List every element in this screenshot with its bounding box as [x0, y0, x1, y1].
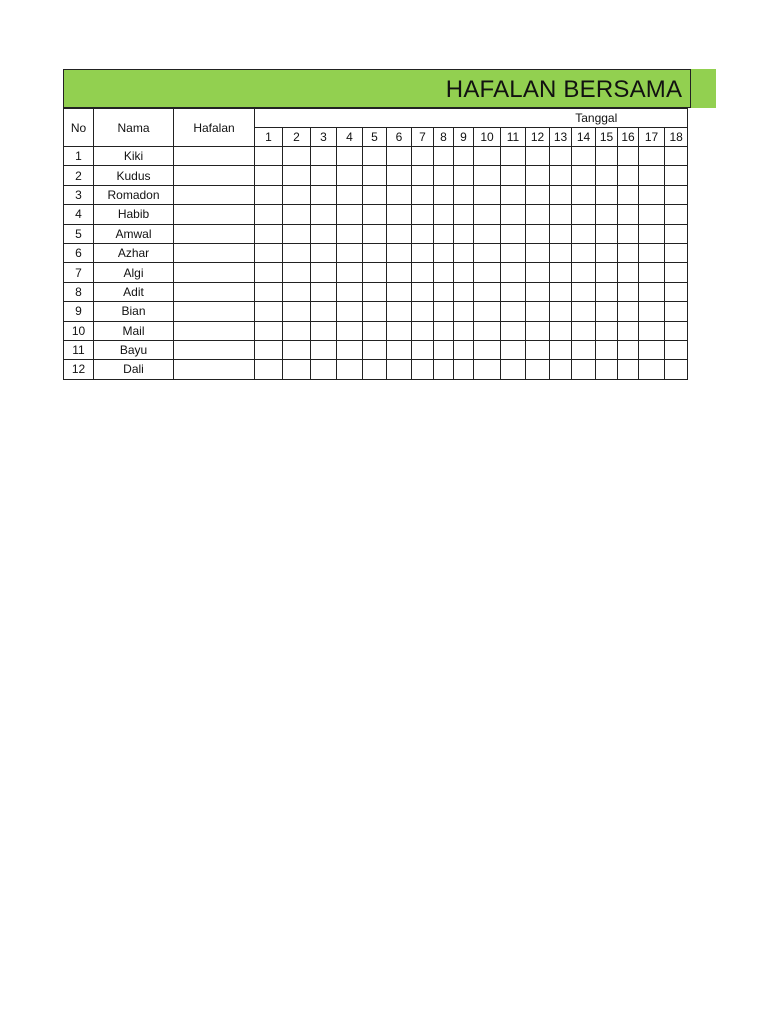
date-header-cell[interactable]: 2 — [283, 128, 311, 147]
date-cell[interactable] — [572, 224, 596, 243]
name-cell[interactable]: Bian — [94, 302, 174, 321]
date-cell[interactable] — [363, 185, 387, 204]
date-cell[interactable] — [501, 360, 526, 379]
date-cell[interactable] — [387, 185, 412, 204]
name-cell[interactable]: Romadon — [94, 185, 174, 204]
date-cell[interactable] — [596, 185, 618, 204]
row-number-cell[interactable]: 8 — [64, 282, 94, 301]
date-cell[interactable] — [526, 340, 550, 359]
date-cell[interactable] — [596, 360, 618, 379]
date-cell[interactable] — [572, 360, 596, 379]
table-row — [64, 185, 688, 204]
hafalan-cell[interactable] — [174, 205, 255, 224]
date-cell[interactable] — [618, 282, 639, 301]
date-cell[interactable] — [337, 224, 363, 243]
date-cell[interactable] — [526, 205, 550, 224]
date-cell[interactable] — [283, 302, 311, 321]
row-number-cell[interactable]: 10 — [64, 321, 94, 340]
date-cell[interactable] — [387, 205, 412, 224]
date-cell[interactable] — [526, 147, 550, 166]
date-cell[interactable] — [550, 282, 572, 301]
date-cell[interactable] — [434, 224, 454, 243]
name-cell[interactable]: Azhar — [94, 243, 174, 262]
date-cell[interactable] — [283, 282, 311, 301]
date-header-cell[interactable]: 7 — [412, 128, 434, 147]
date-cell[interactable] — [283, 360, 311, 379]
date-cell[interactable] — [363, 321, 387, 340]
date-cell[interactable] — [434, 263, 454, 282]
date-cell[interactable] — [501, 340, 526, 359]
date-cell[interactable] — [337, 302, 363, 321]
date-cell[interactable] — [639, 147, 665, 166]
date-cell[interactable] — [550, 360, 572, 379]
date-cell[interactable] — [665, 321, 688, 340]
date-cell[interactable] — [550, 263, 572, 282]
date-cell[interactable] — [501, 263, 526, 282]
date-cell[interactable] — [618, 205, 639, 224]
date-cell[interactable] — [337, 243, 363, 262]
date-cell[interactable] — [596, 205, 618, 224]
date-cell[interactable] — [596, 166, 618, 185]
date-cell[interactable] — [665, 243, 688, 262]
date-cell[interactable] — [596, 147, 618, 166]
date-cell[interactable] — [550, 166, 572, 185]
attendance-table — [63, 108, 688, 380]
date-cell[interactable] — [337, 147, 363, 166]
date-cell[interactable] — [454, 147, 474, 166]
date-cell[interactable] — [639, 205, 665, 224]
name-cell[interactable]: Habib — [94, 205, 174, 224]
date-cell[interactable] — [501, 205, 526, 224]
date-cell[interactable] — [596, 224, 618, 243]
date-cell[interactable] — [412, 360, 434, 379]
date-cell[interactable] — [311, 302, 337, 321]
table-row — [64, 205, 688, 224]
date-cell[interactable] — [311, 205, 337, 224]
date-header-cell[interactable]: 4 — [337, 128, 363, 147]
date-cell[interactable] — [387, 147, 412, 166]
date-cell[interactable] — [363, 340, 387, 359]
date-cell[interactable] — [387, 302, 412, 321]
date-cell[interactable] — [572, 166, 596, 185]
table-row — [64, 340, 688, 359]
date-cell[interactable] — [412, 224, 434, 243]
date-cell[interactable] — [434, 321, 454, 340]
date-cell[interactable] — [501, 166, 526, 185]
date-header-cell[interactable]: 14 — [572, 128, 596, 147]
date-cell[interactable] — [596, 263, 618, 282]
date-cell[interactable] — [412, 282, 434, 301]
date-cell[interactable] — [526, 360, 550, 379]
date-cell[interactable] — [454, 360, 474, 379]
table-row — [64, 243, 688, 262]
date-cell[interactable] — [474, 185, 501, 204]
name-cell[interactable]: Algi — [94, 263, 174, 282]
date-cell[interactable] — [474, 360, 501, 379]
date-cell[interactable] — [618, 360, 639, 379]
date-cell[interactable] — [550, 340, 572, 359]
hafalan-cell[interactable] — [174, 263, 255, 282]
date-cell[interactable] — [412, 185, 434, 204]
date-cell[interactable] — [434, 302, 454, 321]
date-cell[interactable] — [639, 224, 665, 243]
date-cell[interactable] — [572, 282, 596, 301]
date-cell[interactable] — [311, 282, 337, 301]
date-cell[interactable] — [474, 263, 501, 282]
date-cell[interactable] — [283, 147, 311, 166]
date-cell[interactable] — [412, 321, 434, 340]
row-number-cell[interactable]: 2 — [64, 166, 94, 185]
date-cell[interactable] — [639, 321, 665, 340]
date-cell[interactable] — [501, 243, 526, 262]
date-cell[interactable] — [311, 340, 337, 359]
date-cell[interactable] — [387, 321, 412, 340]
date-cell[interactable] — [387, 282, 412, 301]
date-cell[interactable] — [596, 321, 618, 340]
date-cell[interactable] — [596, 340, 618, 359]
name-cell[interactable]: Bayu — [94, 340, 174, 359]
date-cell[interactable] — [550, 321, 572, 340]
hafalan-cell[interactable] — [174, 340, 255, 359]
date-header-cell[interactable]: 12 — [526, 128, 550, 147]
date-cell[interactable] — [412, 243, 434, 262]
date-cell[interactable] — [363, 147, 387, 166]
date-cell[interactable] — [526, 224, 550, 243]
date-cell[interactable] — [526, 282, 550, 301]
date-cell[interactable] — [474, 282, 501, 301]
table-row — [64, 263, 688, 282]
header-row — [64, 109, 688, 128]
date-cell[interactable] — [501, 302, 526, 321]
date-cell[interactable] — [255, 166, 283, 185]
date-cell[interactable] — [665, 185, 688, 204]
date-cell[interactable] — [454, 263, 474, 282]
date-cell[interactable] — [639, 185, 665, 204]
table-row — [64, 321, 688, 340]
date-cell[interactable] — [283, 205, 311, 224]
date-cell[interactable] — [454, 166, 474, 185]
date-cell[interactable] — [550, 147, 572, 166]
date-cell[interactable] — [283, 224, 311, 243]
name-cell[interactable]: Dali — [94, 360, 174, 379]
date-cell[interactable] — [283, 263, 311, 282]
row-number-cell[interactable]: 6 — [64, 243, 94, 262]
date-cell[interactable] — [501, 185, 526, 204]
row-number-cell[interactable]: 1 — [64, 147, 94, 166]
date-cell[interactable] — [454, 205, 474, 224]
row-number-cell[interactable]: 9 — [64, 302, 94, 321]
header-tanggal: Tanggal — [255, 109, 688, 128]
table-row — [64, 360, 688, 379]
date-cell[interactable] — [639, 166, 665, 185]
date-header-cell[interactable]: 16 — [618, 128, 639, 147]
hafalan-cell[interactable] — [174, 360, 255, 379]
name-cell[interactable]: Kudus — [94, 166, 174, 185]
table-row — [64, 282, 688, 301]
date-cell[interactable] — [618, 302, 639, 321]
date-cell[interactable] — [474, 243, 501, 262]
name-cell[interactable]: Adit — [94, 282, 174, 301]
sheet-title: HAFALAN BERSAMA — [63, 69, 691, 108]
date-cell[interactable] — [639, 302, 665, 321]
date-cell[interactable] — [283, 166, 311, 185]
date-cell[interactable] — [311, 243, 337, 262]
date-cell[interactable] — [550, 185, 572, 204]
date-cell[interactable] — [474, 302, 501, 321]
date-cell[interactable] — [387, 340, 412, 359]
date-cell[interactable] — [639, 263, 665, 282]
table-row — [64, 147, 688, 166]
date-cell[interactable] — [363, 224, 387, 243]
hafalan-cell[interactable] — [174, 282, 255, 301]
date-cell[interactable] — [434, 166, 454, 185]
date-cell[interactable] — [665, 263, 688, 282]
date-cell[interactable] — [618, 224, 639, 243]
hafalan-cell[interactable] — [174, 302, 255, 321]
date-cell[interactable] — [596, 302, 618, 321]
date-cell[interactable] — [337, 282, 363, 301]
date-cell[interactable] — [665, 340, 688, 359]
date-cell[interactable] — [474, 166, 501, 185]
date-cell[interactable] — [550, 243, 572, 262]
date-header-cell[interactable]: 18 — [665, 128, 688, 147]
date-cell[interactable] — [363, 205, 387, 224]
date-cell[interactable] — [596, 243, 618, 262]
date-cell[interactable] — [311, 224, 337, 243]
date-cell[interactable] — [639, 282, 665, 301]
hafalan-cell[interactable] — [174, 321, 255, 340]
date-cell[interactable] — [412, 205, 434, 224]
date-cell[interactable] — [665, 205, 688, 224]
date-cell[interactable] — [618, 185, 639, 204]
date-cell[interactable] — [550, 302, 572, 321]
date-cell[interactable] — [255, 340, 283, 359]
date-cell[interactable] — [501, 224, 526, 243]
date-cell[interactable] — [639, 360, 665, 379]
date-cell[interactable] — [283, 185, 311, 204]
date-cell[interactable] — [474, 340, 501, 359]
hafalan-cell[interactable] — [174, 147, 255, 166]
date-cell[interactable] — [474, 321, 501, 340]
date-cell[interactable] — [665, 282, 688, 301]
hafalan-cell[interactable] — [174, 224, 255, 243]
date-cell[interactable] — [526, 321, 550, 340]
table-row — [64, 302, 688, 321]
date-cell[interactable] — [474, 205, 501, 224]
name-cell[interactable]: Kiki — [94, 147, 174, 166]
date-cell[interactable] — [665, 302, 688, 321]
date-cell[interactable] — [337, 166, 363, 185]
date-cell[interactable] — [665, 147, 688, 166]
table-row — [64, 224, 688, 243]
date-cell[interactable] — [337, 263, 363, 282]
date-cell[interactable] — [255, 243, 283, 262]
row-number-cell[interactable]: 7 — [64, 263, 94, 282]
table-row — [64, 166, 688, 185]
date-cell[interactable] — [572, 243, 596, 262]
date-cell[interactable] — [255, 321, 283, 340]
date-cell[interactable] — [665, 360, 688, 379]
date-cell[interactable] — [434, 185, 454, 204]
date-header-cell[interactable]: 1 — [255, 128, 283, 147]
date-cell[interactable] — [412, 147, 434, 166]
date-cell[interactable] — [618, 263, 639, 282]
header-hafalan: Hafalan — [174, 109, 255, 147]
row-number-cell[interactable]: 3 — [64, 185, 94, 204]
date-cell[interactable] — [434, 340, 454, 359]
date-cell[interactable] — [572, 321, 596, 340]
date-cell[interactable] — [363, 166, 387, 185]
date-cell[interactable] — [337, 205, 363, 224]
date-cell[interactable] — [412, 166, 434, 185]
hafalan-cell[interactable] — [174, 166, 255, 185]
date-cell[interactable] — [387, 243, 412, 262]
date-cell[interactable] — [255, 185, 283, 204]
date-cell[interactable] — [454, 302, 474, 321]
name-cell[interactable]: Mail — [94, 321, 174, 340]
date-cell[interactable] — [474, 147, 501, 166]
header-no: No — [64, 109, 94, 147]
date-cell[interactable] — [311, 166, 337, 185]
date-cell[interactable] — [526, 185, 550, 204]
date-cell[interactable] — [501, 321, 526, 340]
header-nama: Nama — [94, 109, 174, 147]
date-header-cell[interactable]: 13 — [550, 128, 572, 147]
date-cell[interactable] — [550, 224, 572, 243]
date-cell[interactable] — [387, 360, 412, 379]
date-cell[interactable] — [387, 224, 412, 243]
date-header-cell[interactable]: 11 — [501, 128, 526, 147]
date-cell[interactable] — [526, 243, 550, 262]
date-cell[interactable] — [526, 302, 550, 321]
date-cell[interactable] — [618, 147, 639, 166]
hafalan-cell[interactable] — [174, 243, 255, 262]
date-cell[interactable] — [412, 340, 434, 359]
date-cell[interactable] — [363, 302, 387, 321]
date-header-cell[interactable]: 17 — [639, 128, 665, 147]
date-cell[interactable] — [434, 282, 454, 301]
date-cell[interactable] — [550, 205, 572, 224]
date-cell[interactable] — [434, 243, 454, 262]
date-cell[interactable] — [311, 263, 337, 282]
date-cell[interactable] — [618, 166, 639, 185]
date-cell[interactable] — [572, 263, 596, 282]
date-cell[interactable] — [337, 321, 363, 340]
date-header-cell[interactable]: 8 — [434, 128, 454, 147]
date-cell[interactable] — [454, 282, 474, 301]
date-cell[interactable] — [363, 282, 387, 301]
date-cell[interactable] — [434, 147, 454, 166]
date-cell[interactable] — [572, 205, 596, 224]
date-cell[interactable] — [255, 147, 283, 166]
date-cell[interactable] — [255, 205, 283, 224]
date-cell[interactable] — [255, 282, 283, 301]
date-cell[interactable] — [255, 263, 283, 282]
date-cell[interactable] — [434, 205, 454, 224]
date-cell[interactable] — [363, 360, 387, 379]
date-cell[interactable] — [639, 340, 665, 359]
date-cell[interactable] — [283, 340, 311, 359]
date-cell[interactable] — [311, 147, 337, 166]
date-cell[interactable] — [412, 302, 434, 321]
date-cell[interactable] — [454, 321, 474, 340]
date-cell[interactable] — [454, 185, 474, 204]
date-cell[interactable] — [387, 166, 412, 185]
date-cell[interactable] — [337, 185, 363, 204]
date-cell[interactable] — [363, 263, 387, 282]
row-number-cell[interactable]: 11 — [64, 340, 94, 359]
date-cell[interactable] — [526, 263, 550, 282]
date-cell[interactable] — [572, 185, 596, 204]
date-cell[interactable] — [618, 243, 639, 262]
hafalan-cell[interactable] — [174, 185, 255, 204]
date-cell[interactable] — [474, 224, 501, 243]
date-cell[interactable] — [311, 321, 337, 340]
date-cell[interactable] — [618, 340, 639, 359]
date-cell[interactable] — [434, 360, 454, 379]
date-cell[interactable] — [412, 263, 434, 282]
date-cell[interactable] — [255, 224, 283, 243]
date-cell[interactable] — [311, 185, 337, 204]
date-cell[interactable] — [501, 282, 526, 301]
date-header-cell[interactable]: 15 — [596, 128, 618, 147]
date-cell[interactable] — [572, 302, 596, 321]
date-cell[interactable] — [363, 243, 387, 262]
date-cell[interactable] — [454, 224, 474, 243]
date-cell[interactable] — [618, 321, 639, 340]
date-cell[interactable] — [283, 243, 311, 262]
date-header-cell[interactable]: 10 — [474, 128, 501, 147]
date-cell[interactable] — [526, 166, 550, 185]
date-cell[interactable] — [283, 321, 311, 340]
date-cell[interactable] — [501, 147, 526, 166]
date-header-cell[interactable]: 6 — [387, 128, 412, 147]
date-cell[interactable] — [311, 360, 337, 379]
date-header-cell[interactable]: 9 — [454, 128, 474, 147]
date-header-cell[interactable]: 3 — [311, 128, 337, 147]
date-cell[interactable] — [387, 263, 412, 282]
date-cell[interactable] — [572, 340, 596, 359]
row-number-cell[interactable]: 5 — [64, 224, 94, 243]
date-cell[interactable] — [255, 360, 283, 379]
date-cell[interactable] — [665, 166, 688, 185]
date-cell[interactable] — [454, 243, 474, 262]
date-cell[interactable] — [665, 224, 688, 243]
date-cell[interactable] — [337, 340, 363, 359]
row-number-cell[interactable]: 12 — [64, 360, 94, 379]
date-cell[interactable] — [255, 302, 283, 321]
row-number-cell[interactable]: 4 — [64, 205, 94, 224]
date-header-cell[interactable]: 5 — [363, 128, 387, 147]
name-cell[interactable]: Amwal — [94, 224, 174, 243]
date-cell[interactable] — [596, 282, 618, 301]
date-cell[interactable] — [337, 360, 363, 379]
date-cell[interactable] — [572, 147, 596, 166]
date-cell[interactable] — [639, 243, 665, 262]
date-cell[interactable] — [454, 340, 474, 359]
